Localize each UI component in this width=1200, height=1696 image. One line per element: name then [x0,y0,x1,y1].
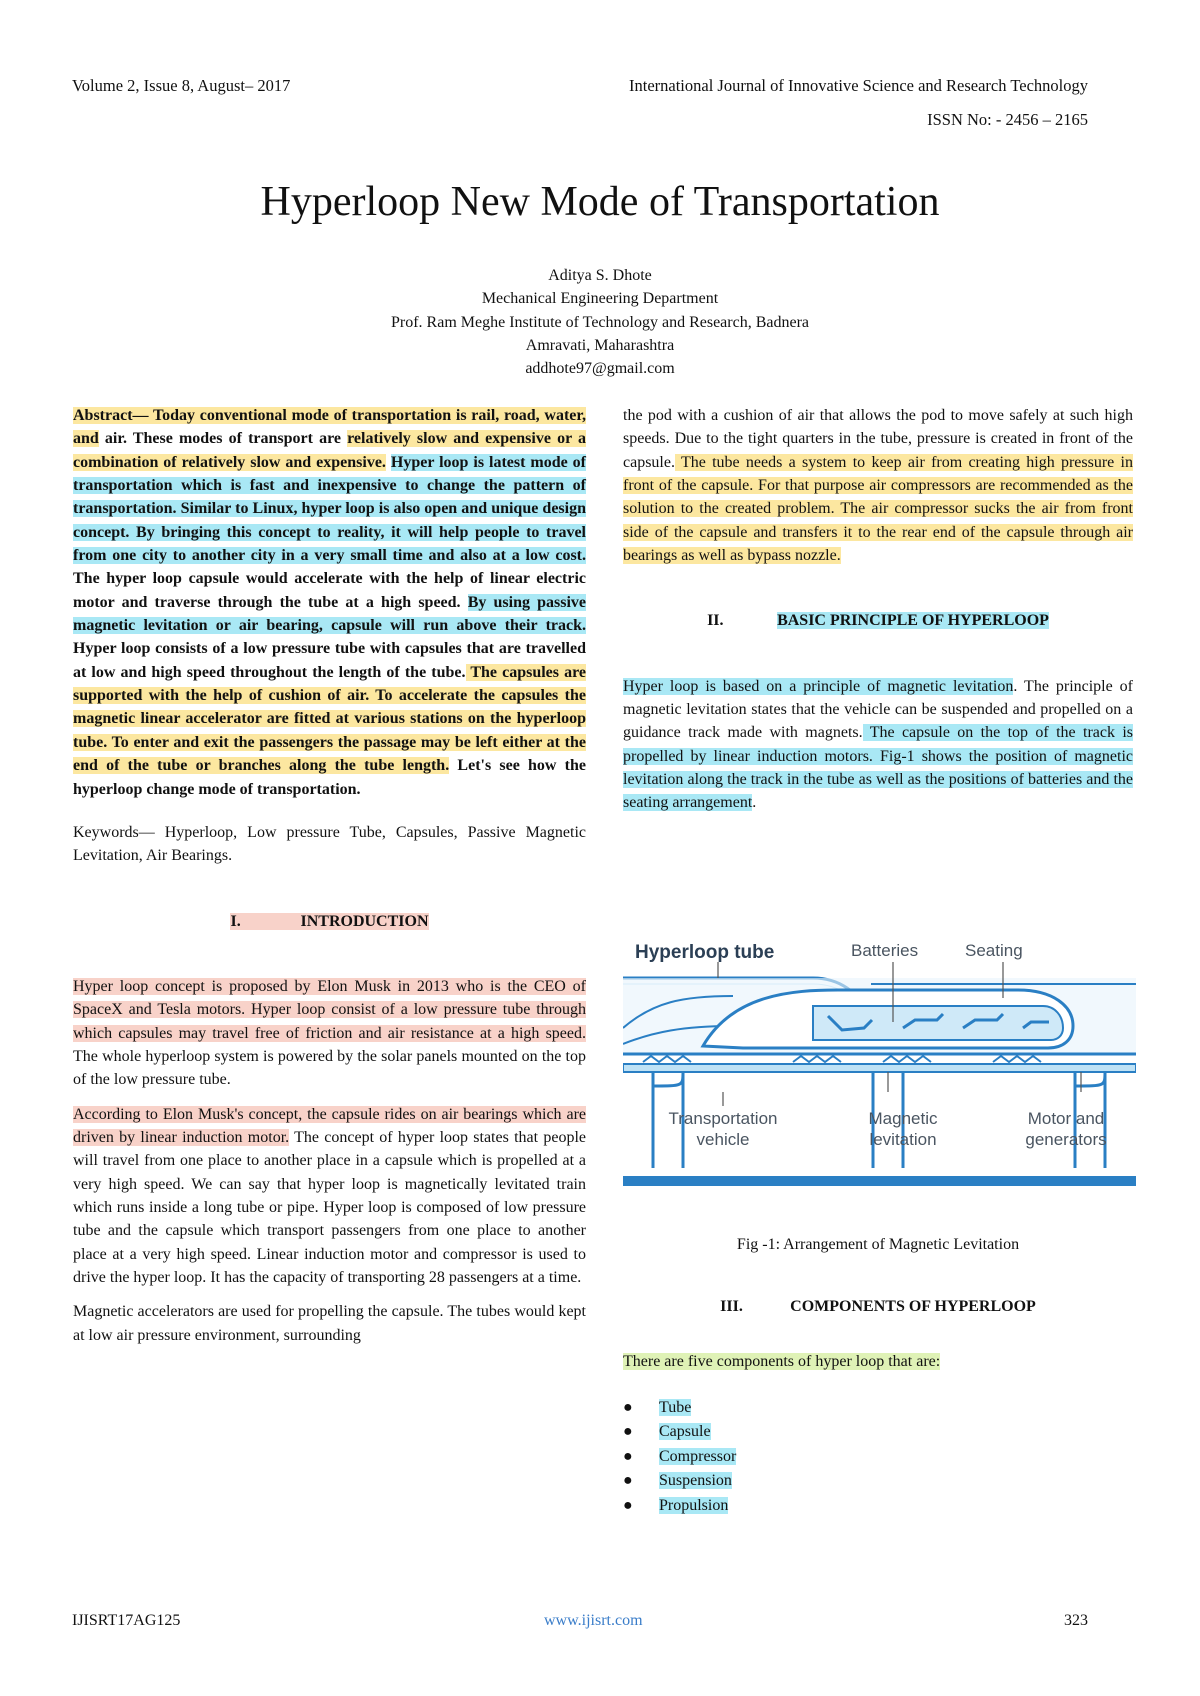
continued-paragraph [623,404,1133,567]
keywords: Keywords— Hyperloop, Low pressure Tube, Capsules, Passive Magnetic Levitation, Air Bearings. [73,823,586,865]
header-journal: International Journal of Innovative Science and Research Technology [628,76,1088,95]
author-department: Mechanical Engineering Department [481,290,719,308]
author-name: Aditya S. Dhote [548,267,652,284]
intro-paragraph-1 [73,975,586,1092]
section-title: INTRODUCTION [300,912,429,930]
basic-hl-1: Hyper loop is based on a principle of magnetic levitation [623,677,1014,695]
author-location: Amravati, Maharashtra [525,336,675,354]
label-batteries: Batteries [851,941,919,960]
abstract-hl-3: relatively slow and expensive or a combination of relatively slow and expensive. [73,430,586,471]
footer-page-number: 323 [1064,1612,1088,1629]
components-intro: There are five components of hyper loop that are: [623,1353,941,1371]
paper-title: Hyperloop New Mode of Transportation [260,179,940,225]
abstract-text-8: Hyper loop consists of a low pressure tube with capsules that are travelled at low and high speed throughout the length of the tube. [73,640,586,681]
basic-end: . [752,794,757,812]
abstract-text-6: The hyper loop capsule would accelerate with the help of linear electric motor and traverse through the tube at a high speed. [73,570,586,611]
label-vehicle: vehicle [696,1130,750,1149]
ground-base [623,1176,1136,1186]
label-motor: Motor and [1027,1109,1105,1128]
abstract-hl-5: Hyper loop is latest mode of transportation which is fast and inexpensive to change the pattern of transportation. Similar to Linux, hyper loop is also open and unique design concept. By bringing this concept to reality, it will help people to travel from one city to another city in a very small time and also at a low cost. [73,453,586,565]
list-item: ● Propulsion [623,1497,729,1515]
levitation-track [623,1056,1136,1072]
intro-hl-2: According to Elon Musk's concept, the capsule rides on air bearings which are driven by linear induction motor. [73,1105,586,1146]
cont-hl: The tube needs a system to keep air from creating high pressure in front of the capsule. For that purpose air compressors are recommended as the solution to the created problem. The air compressor sucks the air from front side of the capsule and transfers it to the rear end of the capsule through air bearings as well as bypass nozzle. [623,453,1133,565]
label-hyperloop-tube: Hyperloop tube [635,942,775,963]
list-item: ● Suspension [623,1472,732,1490]
list-item: ● Tube [623,1398,692,1416]
intro-paragraph-3: Magnetic accelerators are used for propelling the capsule. The tubes would kept at low air pressure environment, surrounding [73,1303,586,1344]
label-transportation: Transportation [668,1109,778,1128]
footer-code: IJISRT17AG125 [72,1612,181,1629]
basic-hl-2: The capsule on the top of the track is propelled by linear induction motors. Fig-1 shows the position of magnetic levitation along the track in the tube as well as the positions of batteries and the seating arrangement [623,724,1134,812]
intro-text-2: The concept of hyper loop states that people will travel from one place to another place in a capsule which is propelled at a very high speed. We can say that hyper loop is magnetically levitated train which runs inside a long tube or pipe. Hyper loop is composed of low pressure tube and the capsule which transport passengers from one place to another place at a very high speed. Linear induction motor and compressor is used to drive the hyper loop. It has the capacity of transporting 28 passengers at a time. [73,1128,586,1286]
basic-text: . The principle of magnetic levitation states that the vehicle can be suspended and propelled on a guidance track made with magnets. [623,677,1134,742]
footer-url[interactable]: www.ijisrt.com [544,1612,643,1629]
section-number: III. [720,1298,743,1315]
right-column [623,404,1133,815]
intro-paragraph-2 [73,1103,586,1290]
abstract-hl-9: The capsules are supported with the help of cushion of air. To accelerate the capsules the magnetic linear accelerator are fitted at various stations on the hyperloop tube. To enter and exit the passengers the passage may be left either at the end of the tube or branches along the tube length. [73,663,586,775]
label-magnetic: Magnetic [868,1109,938,1128]
basic-paragraph [623,675,1133,815]
abstract-hl-7: By using passive magnetic levitation or air bearing, capsule will run above their track. [73,593,586,635]
list-item: ● Compressor [623,1447,737,1465]
intro-hl-1: Hyper loop concept is proposed by Elon Musk in 2013 who is the CEO of SpaceX and Tesla motors. Hyper loop consist of a low pressure tube through which capsules may travel free of friction and air resistance at a high speed. [73,977,586,1042]
header-volume: Volume 2, Issue 8, August– 2017 [72,76,291,95]
components-section [623,1295,1133,1519]
section-number: I. [230,912,241,930]
section-number: II. [707,612,724,630]
header-issn: ISSN No: - 2456 – 2165 [927,110,1088,129]
intro-text-1: The whole hyperloop system is powered by the solar panels mounted on the top of the low pressure tube. [73,1047,586,1089]
figure-caption: Fig -1: Arrangement of Magnetic Levitation [736,1236,1020,1253]
hyperloop-figure [623,936,1136,1204]
section-title: BASIC PRINCIPLE OF HYPERLOOP [777,612,1049,630]
list-item: ● Capsule [623,1423,711,1441]
cont-text: the pod with a cushion of air that allows the pod to move safely at such high speeds. Due to the tight quarters in the tube, pressure is created in front of the capsule. [623,407,1133,471]
components-list [623,1396,1133,1519]
abstract-text-10: Let's see how the hyperloop change mode of transportation. [73,757,587,798]
section-heading-components [623,1295,1133,1318]
author-institute: Prof. Ram Meghe Institute of Technology and Research, Badnera [390,313,810,331]
author-email[interactable]: addhote97@gmail.com [525,360,675,378]
abstract-text-2: air. These modes of transport are [98,430,348,448]
section-heading-introduction [73,910,586,933]
abstract-hl-1: Abstract— Today conventional mode of transportation is rail, road, water, and [73,407,586,448]
label-seating: Seating [965,941,1023,960]
left-column [73,404,586,1347]
section-heading-basic-principle [623,609,1133,632]
label-levitation: levitation [869,1130,937,1149]
abstract [73,404,586,801]
label-generators: generators [1025,1130,1107,1149]
section-title: COMPONENTS OF HYPERLOOP [790,1298,1036,1315]
author-block [0,264,1200,380]
